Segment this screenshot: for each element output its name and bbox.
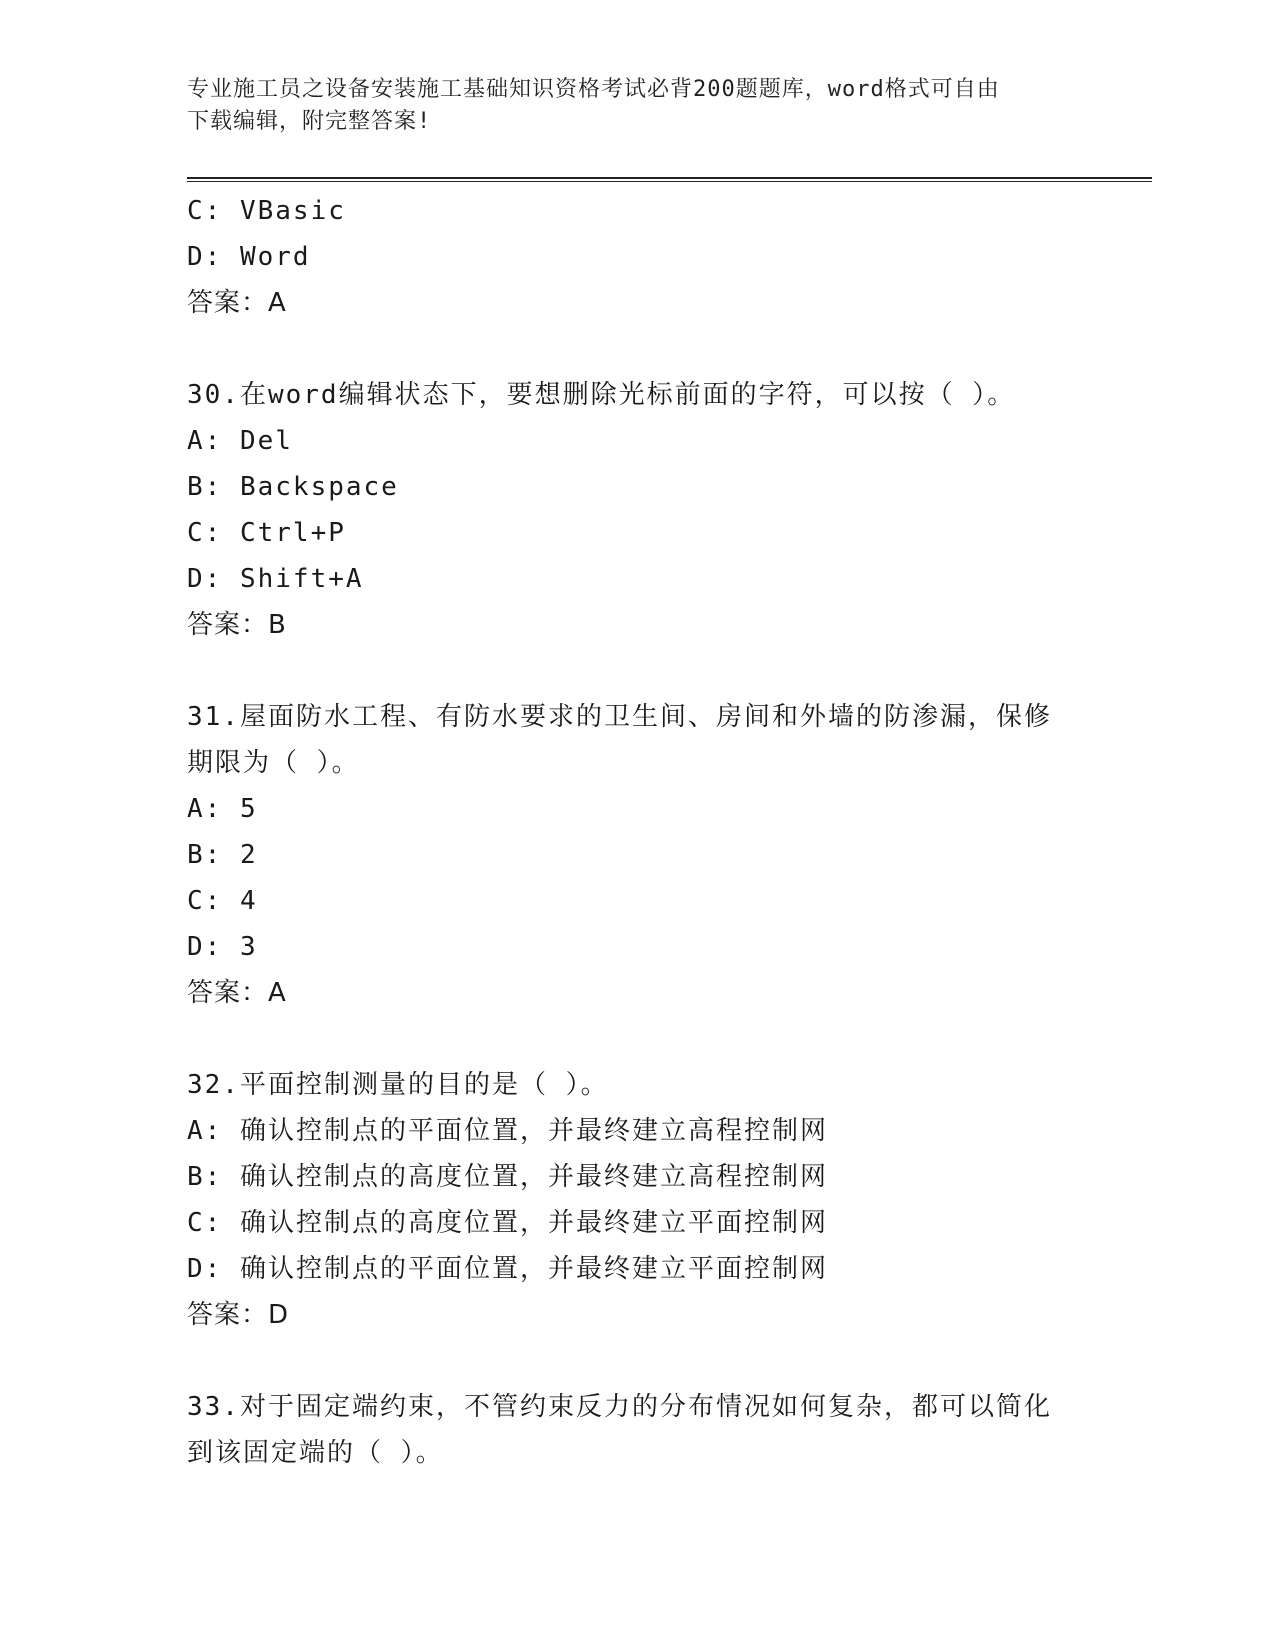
option-c: C: 4 xyxy=(187,886,258,916)
question-31 xyxy=(187,694,1152,1016)
option-a: A: 确认控制点的平面位置，并最终建立高程控制网 xyxy=(187,1116,828,1146)
header-title-line-2: 下载编辑，附完整答案! xyxy=(187,109,432,134)
option-b: B: 确认控制点的高度位置，并最终建立高程控制网 xyxy=(187,1162,828,1192)
question-stem-line-2: 期限为（ ）。 xyxy=(187,748,360,778)
header-title-line-1: 专业施工员之设备安装施工基础知识资格考试必背200题题库，word格式可自由 xyxy=(187,77,1000,102)
question-stem-line-1: 33.对于固定端约束，不管约束反力的分布情况如何复杂，都可以简化 xyxy=(187,1392,1052,1422)
option-c: C: Ctrl+P xyxy=(187,518,346,548)
question-32 xyxy=(187,1062,1152,1338)
page-header xyxy=(187,74,1067,138)
document-page xyxy=(187,0,1152,1650)
option-d: D: Shift+A xyxy=(187,564,364,594)
option-c: C: VBasic xyxy=(187,196,346,226)
option-a: A: Del xyxy=(187,426,293,456)
option-b: B: 2 xyxy=(187,840,258,870)
question-stem-line-2: 到该固定端的（ ）。 xyxy=(187,1438,444,1468)
option-c: C: 确认控制点的高度位置，并最终建立平面控制网 xyxy=(187,1208,828,1238)
answer-label: 答案：D xyxy=(187,1300,290,1330)
question-33 xyxy=(187,1384,1152,1476)
question-stem: 32.平面控制测量的目的是（ ）。 xyxy=(187,1070,609,1100)
question-list xyxy=(187,188,1152,1476)
question-stem: 30.在word编辑状态下，要想删除光标前面的字符，可以按（ ）。 xyxy=(187,380,1016,410)
answer-label: 答案：A xyxy=(187,288,287,318)
option-a: A: 5 xyxy=(187,794,258,824)
question-30 xyxy=(187,372,1152,648)
option-d: D: Word xyxy=(187,242,311,272)
question-29 xyxy=(187,188,1152,326)
answer-label: 答案：A xyxy=(187,978,287,1008)
option-d: D: 3 xyxy=(187,932,258,962)
answer-label: 答案：B xyxy=(187,610,287,640)
option-d: D: 确认控制点的平面位置，并最终建立平面控制网 xyxy=(187,1254,828,1284)
header-divider xyxy=(187,177,1152,182)
option-b: B: Backspace xyxy=(187,472,399,502)
question-stem-line-1: 31.屋面防水工程、有防水要求的卫生间、房间和外墙的防渗漏，保修 xyxy=(187,702,1052,732)
